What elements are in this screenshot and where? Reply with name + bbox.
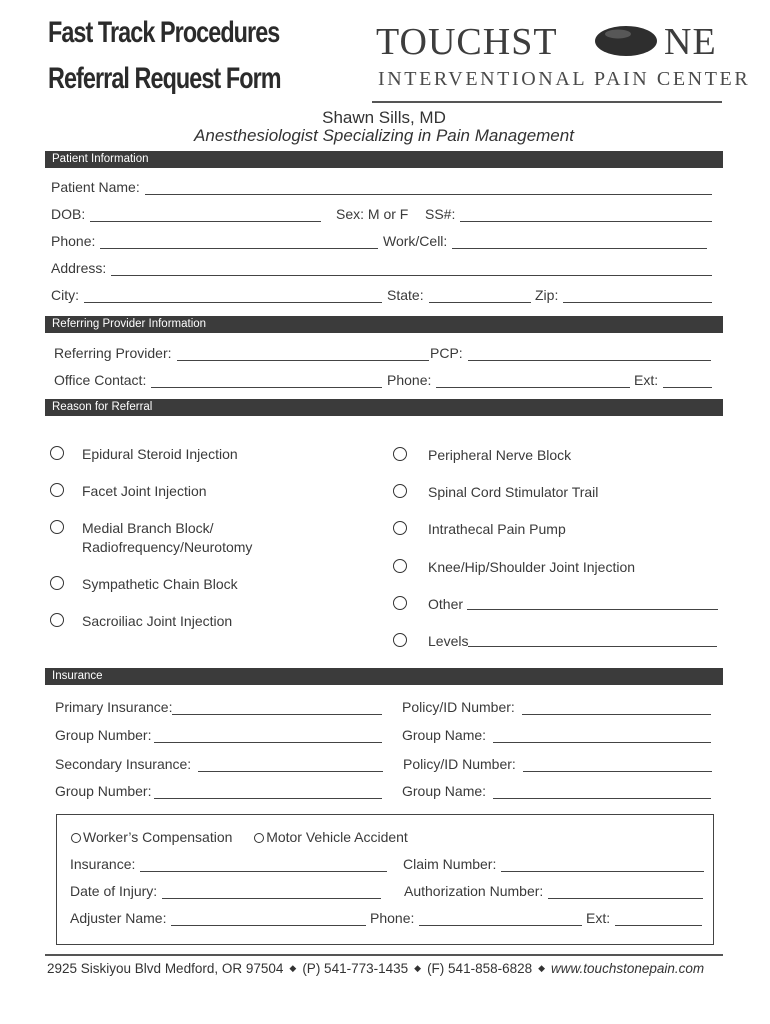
field-label: Primary Insurance: [55,699,173,715]
dob-field[interactable] [51,206,321,222]
option-label: Levels [428,633,469,649]
input-line[interactable] [84,290,382,303]
input-line[interactable] [145,182,712,195]
header-divider [372,101,722,103]
footer-fax: (F) 541-858-6828 [427,961,533,976]
input-line[interactable] [523,759,712,772]
option-label: Knee/Hip/Shoulder Joint Injection [428,559,636,575]
input-line[interactable] [177,348,430,361]
field-label: Authorization Number: [404,883,544,899]
field-label: Adjuster Name: [70,910,167,926]
option-epidural-steroid-injection[interactable] [50,445,238,464]
claim-number-field[interactable] [403,856,704,872]
input-line[interactable] [663,375,712,388]
section-bar-reason [45,399,723,416]
input-line[interactable] [468,348,711,361]
field-label: Referring Provider: [54,345,172,361]
diamond-bullet-icon: ◆ [538,963,546,973]
input-line[interactable] [429,290,531,303]
radio-circle[interactable] [50,576,64,590]
input-line[interactable] [460,209,712,222]
radio-circle[interactable] [393,596,407,610]
section-bar-provider [45,316,723,333]
logo-subtitle: INTERVENTIONAL PAIN CENTER [378,68,751,90]
field-label: Policy/ID Number: [402,699,515,715]
input-line[interactable] [452,236,707,249]
option-label: Other [428,596,464,612]
claim-type-row [71,829,408,845]
input-line[interactable] [171,913,366,926]
stone-icon [592,22,660,60]
radio-circle[interactable] [393,559,407,573]
field-label: Work/Cell: [383,233,448,249]
field-label: Ext: [634,372,659,388]
workers-comp-label: Worker’s Compensation [83,829,233,845]
state-field[interactable] [387,287,531,303]
option-joint-injection[interactable] [393,558,635,577]
field-label: Group Name: [402,727,487,743]
field-label: Phone: [370,910,415,926]
adjuster-phone-field[interactable] [370,910,582,926]
input-line[interactable] [154,730,382,743]
input-line[interactable] [493,786,711,799]
option-sacroiliac-joint-injection[interactable] [50,612,232,631]
input-line[interactable] [563,290,712,303]
address-field[interactable] [51,260,712,276]
field-label: Zip: [535,287,559,303]
option-facet-joint-injection[interactable] [50,482,207,501]
field-label: Group Number: [55,727,152,743]
patient-name-field[interactable] [51,179,712,195]
option-label [82,519,252,557]
radio-circle[interactable] [50,613,64,627]
input-line[interactable] [198,759,383,772]
input-line[interactable] [548,886,703,899]
option-label-line1: Medial Branch Block/ [82,520,214,536]
logo [376,22,718,62]
sex-field[interactable] [336,206,426,222]
input-line[interactable] [436,375,630,388]
option-label: Spinal Cord Stimulator Trail [428,484,599,500]
policy-id-field-1[interactable] [402,699,711,715]
field-label: Patient Name: [51,179,140,195]
field-label: Group Number: [55,783,152,799]
field-label: Sex: M or F [336,206,409,222]
input-line[interactable] [493,730,711,743]
field-label: PCP: [430,345,463,361]
policy-id-field-2[interactable] [403,756,712,772]
adjuster-name-field[interactable] [70,910,366,926]
radio-circle[interactable] [50,483,64,497]
option-label: Epidural Steroid Injection [82,446,238,462]
input-line[interactable] [615,913,702,926]
claim-insurance-field[interactable] [70,856,387,872]
input-line[interactable] [100,236,378,249]
input-line[interactable] [172,702,382,715]
field-label: Secondary Insurance: [55,756,192,772]
option-label: Intrathecal Pain Pump [428,521,566,537]
footer-address: 2925 Siskiyou Blvd Medford, OR 97504 [47,961,284,976]
specialty: Anesthesiologist Specializing in Pain Management [194,126,574,145]
input-line[interactable] [419,913,582,926]
option-medial-branch-block[interactable] [50,519,252,557]
form-title-line1: Fast Track Procedures [48,16,280,49]
field-label: Insurance: [70,856,136,872]
field-label: Ext: [586,910,611,926]
field-label: Policy/ID Number: [403,756,516,772]
option-label: Sacroiliac Joint Injection [82,613,233,629]
input-line[interactable] [162,886,381,899]
field-label: Address: [51,260,107,276]
input-line[interactable] [90,209,321,222]
workers-comp-checkbox[interactable] [71,833,81,843]
section-bar-patient [45,151,723,168]
section-heading: Reason for Referral [52,401,153,413]
diamond-bullet-icon: ◆ [289,963,297,973]
field-label: Office Contact: [54,372,147,388]
group-number-field-2[interactable] [55,783,382,799]
work-cell-field[interactable] [383,233,707,249]
other-input-line[interactable] [467,595,718,610]
diamond-bullet-icon: ◆ [414,963,422,973]
input-line[interactable] [140,859,387,872]
logo-word-left: TOUCHST [376,21,558,63]
input-line[interactable] [154,786,382,799]
radio-circle[interactable] [393,447,407,461]
option-peripheral-nerve-block[interactable] [393,446,571,465]
field-label: Claim Number: [403,856,497,872]
field-label: City: [51,287,79,303]
zip-field[interactable] [535,287,712,303]
footer-website[interactable]: www.touchstonepain.com [551,961,705,976]
field-label: Phone: [51,233,96,249]
footer [47,961,723,976]
option-sympathetic-chain-block[interactable] [50,575,238,594]
ext-field[interactable] [634,372,712,388]
logo-word-right: NE [664,21,717,63]
form-title-line2: Referral Request Form [48,62,281,95]
radio-circle[interactable] [393,633,407,647]
option-spinal-cord-stimulator-trail[interactable] [393,483,598,502]
option-other[interactable] [393,595,718,614]
adjuster-ext-field[interactable] [586,910,702,926]
option-intrathecal-pain-pump[interactable] [393,520,566,539]
radio-circle[interactable] [393,521,407,535]
field-label: Group Name: [402,783,487,799]
secondary-insurance-field[interactable] [55,756,383,772]
radio-circle[interactable] [50,446,64,460]
field-label: DOB: [51,206,86,222]
footer-phone: (P) 541-773-1435 [302,961,409,976]
pcp-field[interactable] [430,345,711,361]
input-line[interactable] [522,702,711,715]
radio-circle[interactable] [393,484,407,498]
radio-circle[interactable] [50,520,64,534]
motor-vehicle-label: Motor Vehicle Accident [266,829,408,845]
group-name-field-1[interactable] [402,727,711,743]
group-name-field-2[interactable] [402,783,711,799]
motor-vehicle-checkbox[interactable] [254,833,264,843]
primary-insurance-field[interactable] [55,699,382,715]
option-label: Facet Joint Injection [82,483,207,499]
phone-field[interactable] [51,233,378,249]
group-number-field-1[interactable] [55,727,382,743]
option-label: Sympathetic Chain Block [82,576,238,592]
input-line[interactable] [501,859,704,872]
ss-field[interactable] [425,206,712,222]
field-label: Phone: [387,372,432,388]
option-levels[interactable] [393,632,717,651]
section-heading: Insurance [52,670,103,682]
doctor-name: Shawn Sills, MD [322,108,446,127]
section-heading: Referring Provider Information [52,318,207,330]
field-label: SS#: [425,206,456,222]
office-contact-field[interactable] [54,372,382,388]
authorization-number-field[interactable] [404,883,703,899]
referring-provider-field[interactable] [54,345,429,361]
input-line[interactable] [151,375,382,388]
section-bar-insurance [45,668,723,685]
option-label: Peripheral Nerve Block [428,447,572,463]
field-label: State: [387,287,424,303]
city-field[interactable] [51,287,382,303]
footer-divider [45,954,723,956]
levels-input-line[interactable] [468,632,717,647]
option-label-line2: Radiofrequency/Neurotomy [82,539,253,555]
date-of-injury-field[interactable] [70,883,381,899]
section-heading: Patient Information [52,153,149,165]
field-label: Date of Injury: [70,883,158,899]
office-phone-field[interactable] [387,372,630,388]
input-line[interactable] [111,263,712,276]
